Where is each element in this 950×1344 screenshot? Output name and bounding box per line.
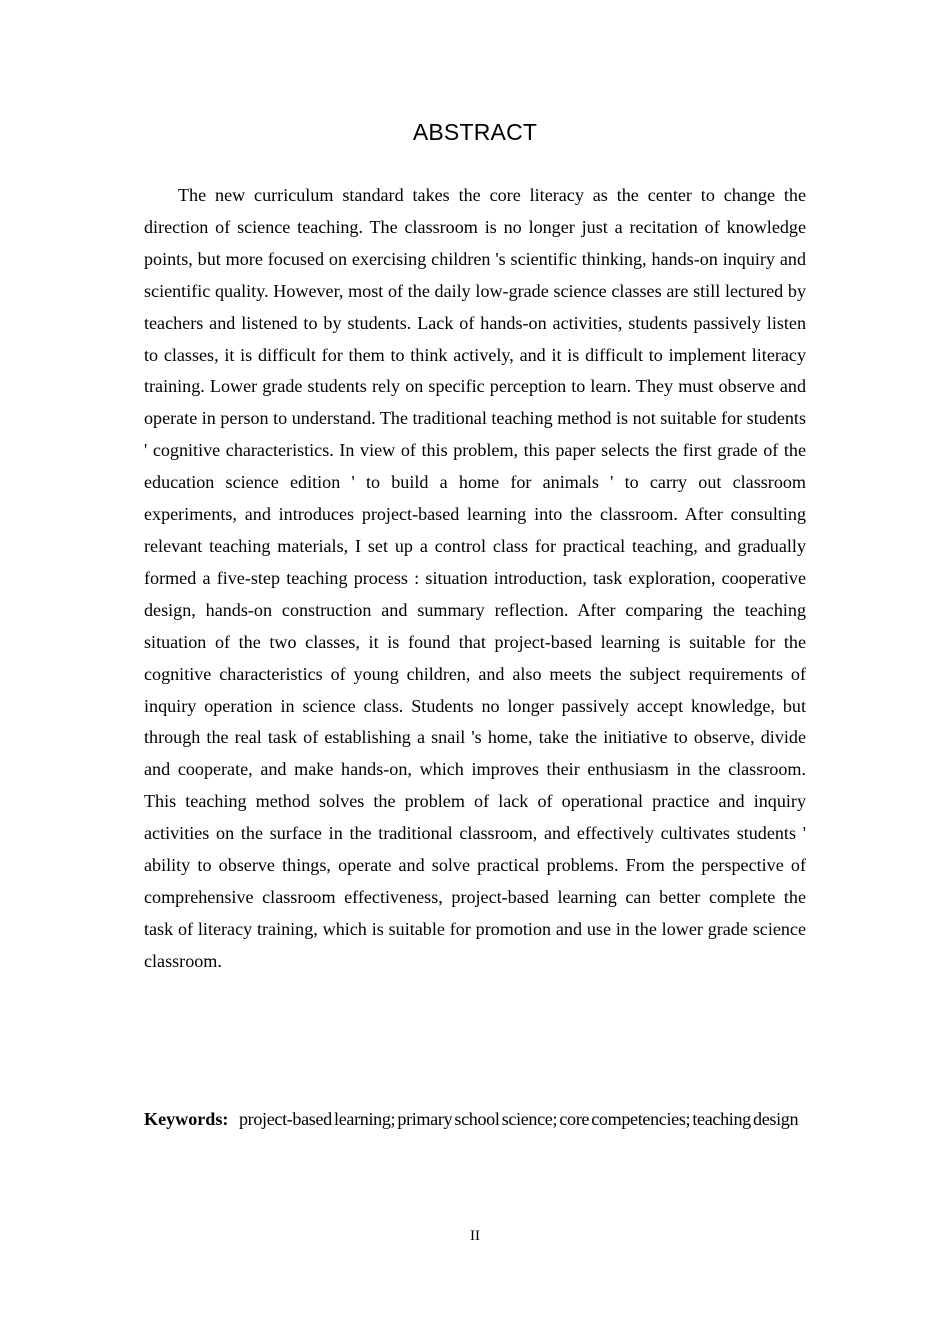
page-number: II bbox=[470, 1228, 480, 1244]
keywords-paragraph bbox=[144, 1104, 806, 1136]
keywords-label: Keywords: bbox=[144, 1109, 229, 1129]
abstract-title: ABSTRACT bbox=[412, 119, 538, 145]
keywords-text: project-based learning; primary school science; core competencies; teaching design bbox=[238, 1109, 799, 1129]
abstract-body: The new curriculum standard takes the core literacy as the center to change the direction of science teaching. The classroom is no longer just a recitation of knowledge points, but more focused on exercising children 's scientific thinking, hands-on inquiry and scientific quality. However, most of the daily low-grade science classes are still lectured by teachers and listened to by students. Lack of hands-on activities, students passively listen to classes, it is difficult for them to think actively, and it is difficult to implement literacy training. Lower grade students rely on specific perception to learn. They must observe and operate in person to understand. The traditional teaching method is not suitable for students ' cognitive characteristics. In view of this problem, this paper selects the first grade of the education science edition ' to build a home for animals ' to carry out classroom experiments, and introduces project-based learning into the classroom. After consulting relevant teaching materials, I set up a control class for practical teaching, and gradually formed a five-step teaching process : situation introduction, task exploration, cooperative design, hands-on construction and summary reflection. After comparing the teaching situation of the two classes, it is found that project-based learning is suitable for the cognitive characteristics of young children, and also meets the subject requirements of inquiry operation in science class. Students no longer passively accept knowledge, but through the real task of establishing a snail 's home, take the initiative to observe, divide and cooperate, and make hands-on, which improves their enthusiasm in the classroom. This teaching method solves the problem of lack of operational practice and inquiry activities on the surface in the traditional classroom, and effectively cultivates students ' ability to observe things, operate and solve practical problems. From the perspective of comprehensive classroom effectiveness, project-based learning can better complete the task of literacy training, which is suitable for promotion and use in the lower grade science classroom. bbox=[144, 185, 806, 971]
